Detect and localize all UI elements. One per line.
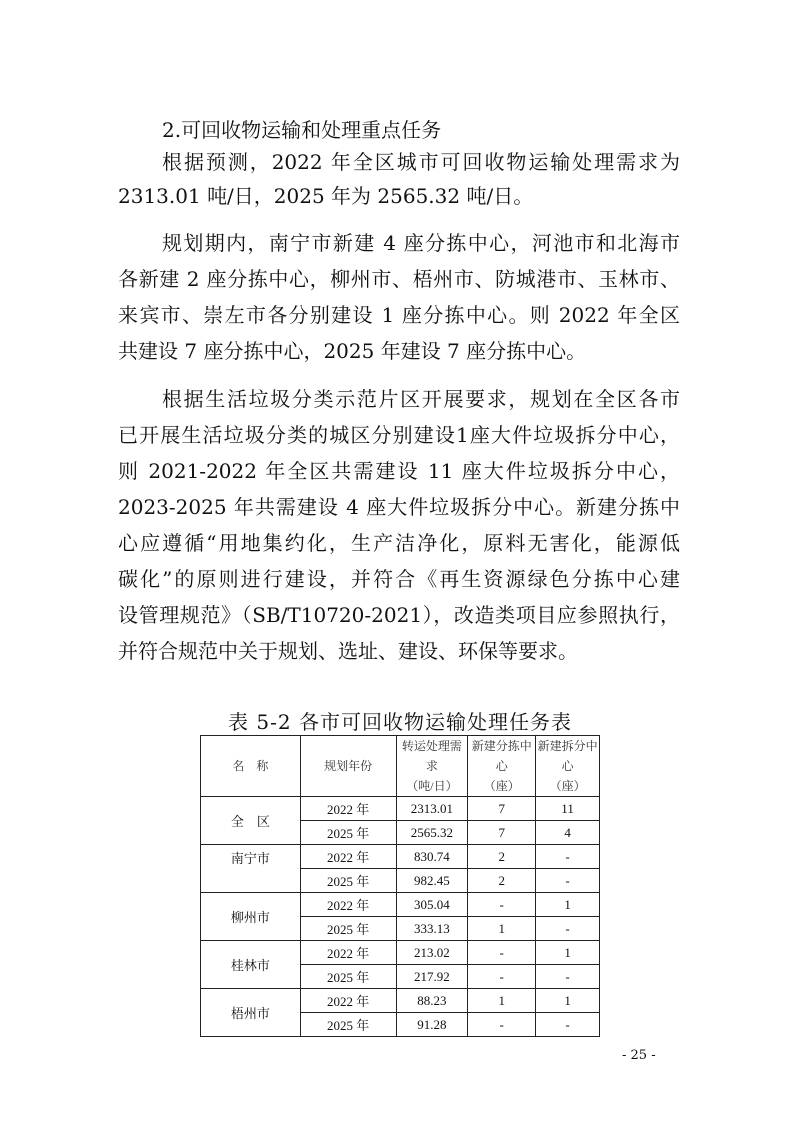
table-cell: 217.92: [396, 965, 468, 989]
table-cell: 1: [468, 989, 536, 1013]
header-text: 转运处理需求: [401, 739, 462, 773]
table-cell: 7: [468, 821, 536, 845]
table-cell: 1: [536, 893, 600, 917]
table-cell: -: [468, 893, 536, 917]
paragraph-line: 2023-2025 年共需建设 4 座大件垃圾拆分中心。新建分拣中: [118, 495, 680, 519]
table-cell: 1: [536, 989, 600, 1013]
table-cell: 2025 年: [300, 965, 396, 989]
table-cell: -: [536, 845, 600, 869]
table-cell: 305.04: [396, 893, 468, 917]
paragraph-line: 根据预测，2022 年全区城市可回收物运输处理需求为: [162, 150, 680, 174]
column-header: [300, 736, 396, 797]
table-cell: -: [536, 869, 600, 893]
table-cell: 2025 年: [300, 821, 396, 845]
header-text: 规划年份: [324, 759, 373, 773]
paragraph-line: 设管理规范》（SB/T10720-2021），改造类项目应参照执行，: [118, 603, 680, 627]
table-cell: 1: [468, 917, 536, 941]
paragraph-line: 来宾市、崇左市各分别建设 1 座分拣中心。则 2022 年全区: [118, 303, 680, 327]
paragraph-line: 已开展生活垃圾分类的城区分别建设1座大件垃圾拆分中心，: [118, 423, 680, 447]
column-header: [536, 736, 600, 797]
header-text: （座）: [483, 779, 520, 793]
table-cell: 2022 年: [300, 941, 396, 965]
table-cell: 333.13: [396, 917, 468, 941]
table-cell: 2025 年: [300, 917, 396, 941]
table-cell: -: [536, 1013, 600, 1037]
table-cell: -: [536, 917, 600, 941]
region-name: 柳州市: [201, 893, 301, 941]
table-cell: 830.74: [396, 845, 468, 869]
paragraph-line: 根据生活垃圾分类示范片区开展要求，规划在全区各市: [162, 387, 680, 411]
region-name: 梧州市: [201, 989, 301, 1037]
table-cell: 91.28: [396, 1013, 468, 1037]
region-name: 全 区: [201, 797, 301, 845]
table-cell: 4: [536, 821, 600, 845]
table-cell: 2025 年: [300, 869, 396, 893]
table-cell: -: [468, 941, 536, 965]
column-header: [396, 736, 468, 797]
table-cell: -: [468, 1013, 536, 1037]
header-text: （座）: [549, 779, 586, 793]
table-cell: 2022 年: [300, 845, 396, 869]
paragraph-line: 共建设 7 座分拣中心，2025 年建设 7 座分拣中心。: [118, 339, 587, 363]
paragraph-line: 规划期内，南宁市新建 4 座分拣中心，河池市和北海市: [162, 231, 680, 255]
table-row: [201, 893, 600, 917]
region-name: 桂林市: [201, 941, 301, 989]
paragraph-line: 碳化”的原则进行建设，并符合《再生资源绿色分拣中心建: [118, 567, 680, 591]
paragraph-line: 2313.01 吨/日，2025 年为 2565.32 吨/日。: [118, 184, 534, 208]
column-header: [468, 736, 536, 797]
page-number: - 25 -: [622, 1048, 656, 1063]
table-cell: 2: [468, 869, 536, 893]
table-row: [201, 797, 600, 821]
table-header-row: [201, 736, 600, 797]
paragraph-line: 则 2021-2022 年全区共需建设 11 座大件垃圾拆分中心，: [118, 459, 680, 483]
header-text: 新建拆分中心: [537, 739, 598, 773]
table-cell: 2: [468, 845, 536, 869]
paragraph-line: 各新建 2 座分拣中心，柳州市、梧州市、防城港市、玉林市、: [118, 267, 680, 291]
table-cell: -: [536, 965, 600, 989]
header-text: 名 称: [232, 759, 269, 773]
table-cell: -: [468, 965, 536, 989]
table-cell: 982.45: [396, 869, 468, 893]
region-name: 南宁市: [201, 845, 301, 893]
table-cell: 7: [468, 797, 536, 821]
paragraph-line: 并符合规范中关于规划、选址、建设、环保等要求。: [118, 639, 578, 663]
table-caption: 表 5-2 各市可回收物运输处理任务表: [228, 710, 572, 734]
task-table: [200, 735, 600, 1037]
table-cell: 213.02: [396, 941, 468, 965]
table-cell: 2313.01: [396, 797, 468, 821]
table-cell: 2022 年: [300, 797, 396, 821]
table-row: [201, 941, 600, 965]
table-row: [201, 845, 600, 869]
table-cell: 88.23: [396, 989, 468, 1013]
paragraph-line: 心应遵循“用地集约化，生产洁净化，原料无害化，能源低: [118, 531, 680, 555]
section-heading: 2.可回收物运输和处理重点任务: [162, 118, 442, 142]
table-cell: 2565.32: [396, 821, 468, 845]
table-cell: 2025 年: [300, 1013, 396, 1037]
table-cell: 11: [536, 797, 600, 821]
table-cell: 2022 年: [300, 893, 396, 917]
header-text: （吨/日）: [406, 779, 458, 793]
table-row: [201, 989, 600, 1013]
table-cell: 1: [536, 941, 600, 965]
header-text: 新建分拣中心: [471, 739, 532, 773]
table-cell: 2022 年: [300, 989, 396, 1013]
column-header: [201, 736, 301, 797]
